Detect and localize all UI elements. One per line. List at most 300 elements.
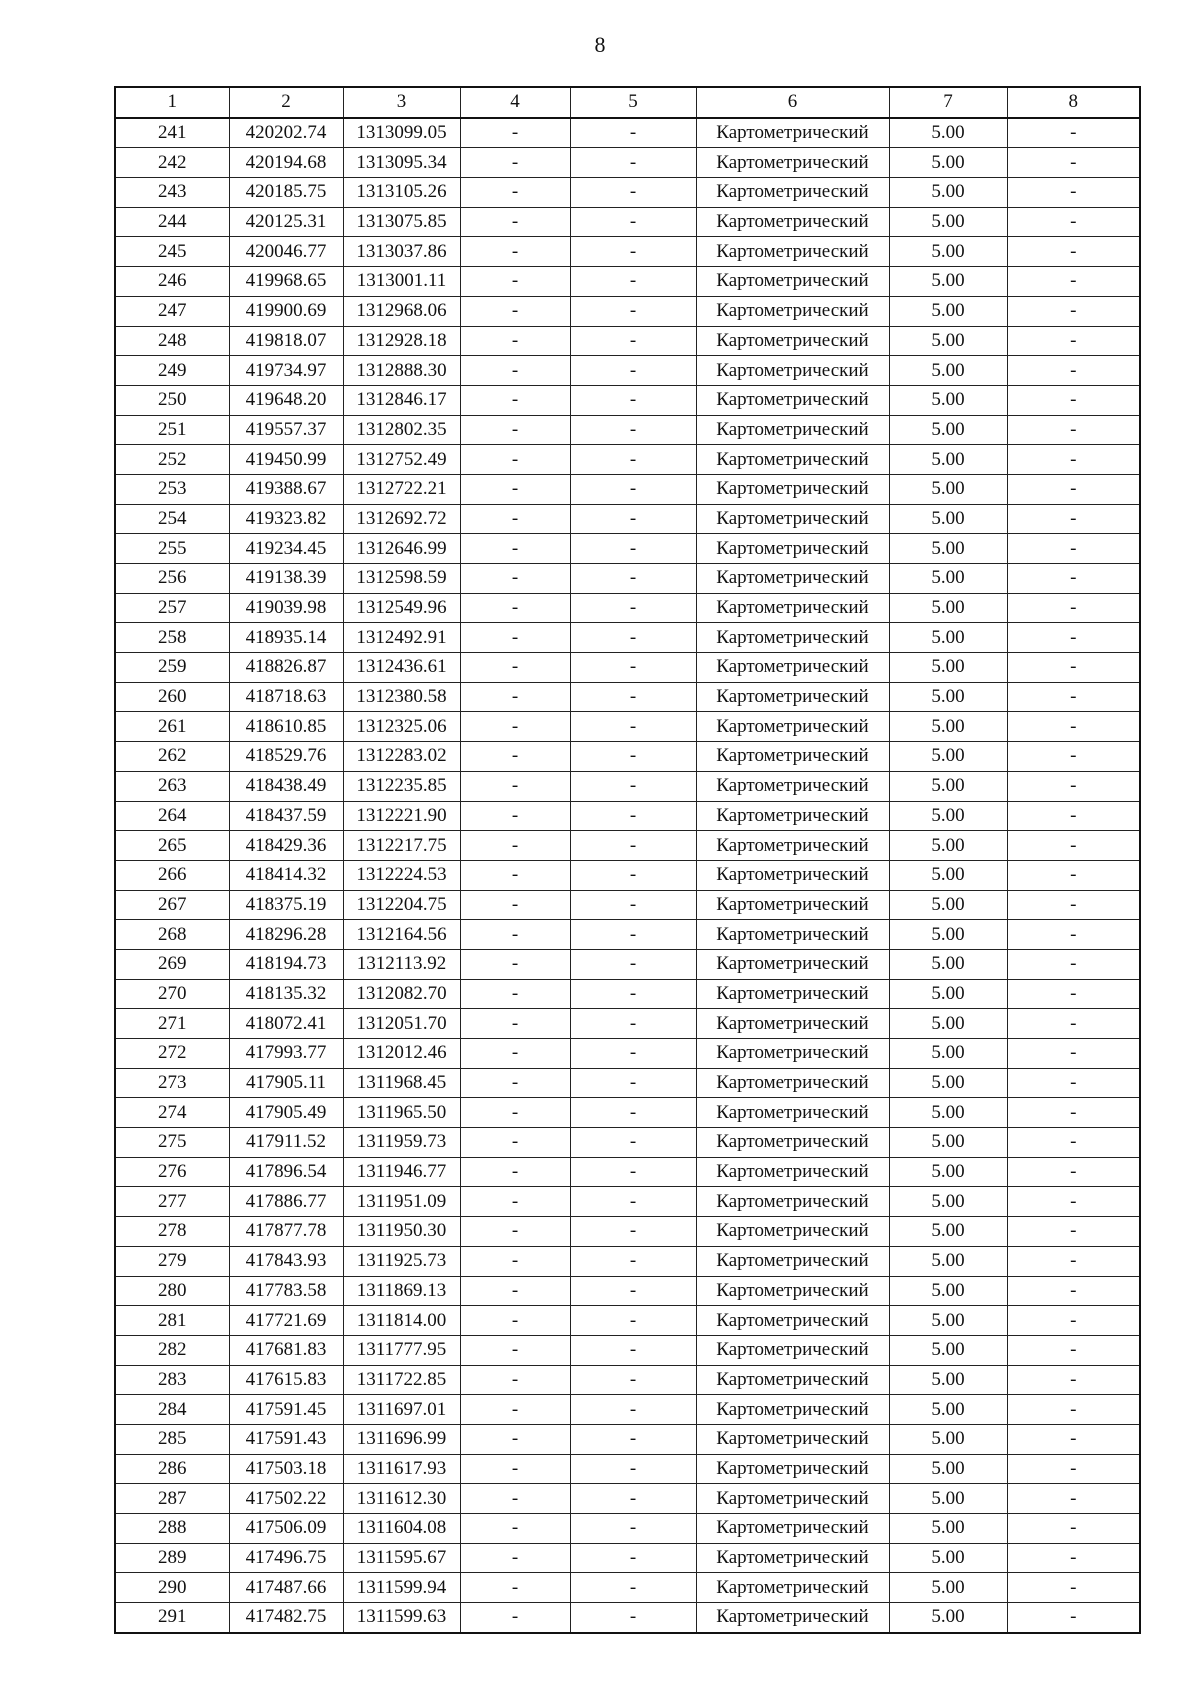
- x-coordinate-cell: 420194.68: [229, 148, 343, 178]
- x-coordinate-cell: 417721.69: [229, 1306, 343, 1336]
- accuracy-cell: 5.00: [889, 474, 1007, 504]
- x-coordinate-cell: 419648.20: [229, 385, 343, 415]
- table-row: [115, 1217, 1140, 1247]
- table-row: [115, 623, 1140, 653]
- point-number-cell: 285: [115, 1424, 229, 1454]
- table-row: [115, 267, 1140, 297]
- table-header: [115, 87, 1140, 118]
- column-5-cell: -: [570, 385, 696, 415]
- method-cell: Картометрический: [696, 1187, 889, 1217]
- x-coordinate-cell: 418610.85: [229, 712, 343, 742]
- accuracy-cell: 5.00: [889, 771, 1007, 801]
- method-cell: Картометрический: [696, 267, 889, 297]
- point-number-cell: 251: [115, 415, 229, 445]
- method-cell: Картометрический: [696, 1543, 889, 1573]
- column-5-cell: -: [570, 1276, 696, 1306]
- y-coordinate-cell: 1311925.73: [343, 1246, 460, 1276]
- point-number-cell: 261: [115, 712, 229, 742]
- table-row: [115, 979, 1140, 1009]
- accuracy-cell: 5.00: [889, 653, 1007, 683]
- table-row: [115, 1246, 1140, 1276]
- column-4-cell: -: [460, 1276, 570, 1306]
- accuracy-cell: 5.00: [889, 1424, 1007, 1454]
- x-coordinate-cell: 418135.32: [229, 979, 343, 1009]
- column-5-cell: -: [570, 267, 696, 297]
- column-4-cell: -: [460, 1573, 570, 1603]
- method-cell: Картометрический: [696, 356, 889, 386]
- point-number-cell: 262: [115, 742, 229, 772]
- column-5-cell: -: [570, 534, 696, 564]
- accuracy-cell: 5.00: [889, 949, 1007, 979]
- method-cell: Картометрический: [696, 1365, 889, 1395]
- x-coordinate-cell: 417783.58: [229, 1276, 343, 1306]
- column-5-cell: -: [570, 979, 696, 1009]
- column-5-cell: -: [570, 1424, 696, 1454]
- point-number-cell: 252: [115, 445, 229, 475]
- x-coordinate-cell: 418296.28: [229, 920, 343, 950]
- column-5-cell: -: [570, 178, 696, 208]
- table-row: [115, 920, 1140, 950]
- column-4-cell: -: [460, 1246, 570, 1276]
- point-number-cell: 247: [115, 296, 229, 326]
- method-cell: Картометрический: [696, 207, 889, 237]
- column-4-cell: -: [460, 534, 570, 564]
- x-coordinate-cell: 418826.87: [229, 653, 343, 683]
- column-5-cell: -: [570, 1306, 696, 1336]
- x-coordinate-cell: 419039.98: [229, 593, 343, 623]
- table-row: [115, 1276, 1140, 1306]
- column-5-cell: -: [570, 1187, 696, 1217]
- column-header-8: 8: [1007, 87, 1140, 118]
- table-row: [115, 504, 1140, 534]
- table-row: [115, 831, 1140, 861]
- column-4-cell: -: [460, 415, 570, 445]
- method-cell: Картометрический: [696, 415, 889, 445]
- y-coordinate-cell: 1313001.11: [343, 267, 460, 297]
- column-4-cell: -: [460, 831, 570, 861]
- column-8-cell: -: [1007, 593, 1140, 623]
- method-cell: Картометрический: [696, 771, 889, 801]
- y-coordinate-cell: 1312380.58: [343, 682, 460, 712]
- method-cell: Картометрический: [696, 890, 889, 920]
- column-8-cell: -: [1007, 682, 1140, 712]
- method-cell: Картометрический: [696, 296, 889, 326]
- column-4-cell: -: [460, 1543, 570, 1573]
- column-5-cell: -: [570, 860, 696, 890]
- column-4-cell: -: [460, 178, 570, 208]
- point-number-cell: 272: [115, 1039, 229, 1069]
- accuracy-cell: 5.00: [889, 237, 1007, 267]
- coordinates-table: [114, 86, 1141, 1634]
- point-number-cell: 256: [115, 564, 229, 594]
- accuracy-cell: 5.00: [889, 979, 1007, 1009]
- x-coordinate-cell: 417993.77: [229, 1039, 343, 1069]
- table-row: [115, 118, 1140, 148]
- y-coordinate-cell: 1312846.17: [343, 385, 460, 415]
- accuracy-cell: 5.00: [889, 682, 1007, 712]
- column-4-cell: -: [460, 712, 570, 742]
- accuracy-cell: 5.00: [889, 860, 1007, 890]
- method-cell: Картометрический: [696, 1603, 889, 1633]
- column-4-cell: -: [460, 1098, 570, 1128]
- point-number-cell: 267: [115, 890, 229, 920]
- column-4-cell: -: [460, 979, 570, 1009]
- table-row: [115, 1454, 1140, 1484]
- column-5-cell: -: [570, 504, 696, 534]
- method-cell: Картометрический: [696, 564, 889, 594]
- column-8-cell: -: [1007, 326, 1140, 356]
- y-coordinate-cell: 1313099.05: [343, 118, 460, 148]
- y-coordinate-cell: 1312549.96: [343, 593, 460, 623]
- y-coordinate-cell: 1313095.34: [343, 148, 460, 178]
- column-4-cell: -: [460, 623, 570, 653]
- column-5-cell: -: [570, 1543, 696, 1573]
- table-row: [115, 564, 1140, 594]
- column-8-cell: -: [1007, 1276, 1140, 1306]
- point-number-cell: 270: [115, 979, 229, 1009]
- method-cell: Картометрический: [696, 1306, 889, 1336]
- point-number-cell: 278: [115, 1217, 229, 1247]
- column-8-cell: -: [1007, 979, 1140, 1009]
- x-coordinate-cell: 419734.97: [229, 356, 343, 386]
- method-cell: Картометрический: [696, 237, 889, 267]
- y-coordinate-cell: 1313037.86: [343, 237, 460, 267]
- accuracy-cell: 5.00: [889, 118, 1007, 148]
- method-cell: Картометрический: [696, 1068, 889, 1098]
- y-coordinate-cell: 1311951.09: [343, 1187, 460, 1217]
- x-coordinate-cell: 417681.83: [229, 1335, 343, 1365]
- y-coordinate-cell: 1312164.56: [343, 920, 460, 950]
- column-4-cell: -: [460, 474, 570, 504]
- column-4-cell: -: [460, 801, 570, 831]
- accuracy-cell: 5.00: [889, 1217, 1007, 1247]
- y-coordinate-cell: 1312113.92: [343, 949, 460, 979]
- method-cell: Картометрический: [696, 1009, 889, 1039]
- column-5-cell: -: [570, 920, 696, 950]
- accuracy-cell: 5.00: [889, 326, 1007, 356]
- column-5-cell: -: [570, 296, 696, 326]
- x-coordinate-cell: 417496.75: [229, 1543, 343, 1573]
- column-8-cell: -: [1007, 1217, 1140, 1247]
- point-number-cell: 250: [115, 385, 229, 415]
- x-coordinate-cell: 419138.39: [229, 564, 343, 594]
- method-cell: Картометрический: [696, 1514, 889, 1544]
- method-cell: Картометрический: [696, 1335, 889, 1365]
- column-header-5: 5: [570, 87, 696, 118]
- column-4-cell: -: [460, 118, 570, 148]
- point-number-cell: 290: [115, 1573, 229, 1603]
- y-coordinate-cell: 1311612.30: [343, 1484, 460, 1514]
- y-coordinate-cell: 1311965.50: [343, 1098, 460, 1128]
- table-row: [115, 385, 1140, 415]
- x-coordinate-cell: 418529.76: [229, 742, 343, 772]
- column-8-cell: -: [1007, 1157, 1140, 1187]
- column-5-cell: -: [570, 118, 696, 148]
- point-number-cell: 248: [115, 326, 229, 356]
- column-8-cell: -: [1007, 1335, 1140, 1365]
- x-coordinate-cell: 417502.22: [229, 1484, 343, 1514]
- table-row: [115, 1039, 1140, 1069]
- method-cell: Картометрический: [696, 1128, 889, 1158]
- column-5-cell: -: [570, 564, 696, 594]
- point-number-cell: 274: [115, 1098, 229, 1128]
- table-row: [115, 1543, 1140, 1573]
- accuracy-cell: 5.00: [889, 1039, 1007, 1069]
- x-coordinate-cell: 417503.18: [229, 1454, 343, 1484]
- y-coordinate-cell: 1312283.02: [343, 742, 460, 772]
- y-coordinate-cell: 1312646.99: [343, 534, 460, 564]
- column-8-cell: -: [1007, 801, 1140, 831]
- column-4-cell: -: [460, 949, 570, 979]
- column-8-cell: -: [1007, 1009, 1140, 1039]
- x-coordinate-cell: 417591.45: [229, 1395, 343, 1425]
- column-4-cell: -: [460, 1484, 570, 1514]
- column-5-cell: -: [570, 1157, 696, 1187]
- column-5-cell: -: [570, 326, 696, 356]
- y-coordinate-cell: 1311777.95: [343, 1335, 460, 1365]
- column-header-2: 2: [229, 87, 343, 118]
- y-coordinate-cell: 1312204.75: [343, 890, 460, 920]
- column-header-1: 1: [115, 87, 229, 118]
- method-cell: Картометрический: [696, 1039, 889, 1069]
- column-8-cell: -: [1007, 356, 1140, 386]
- x-coordinate-cell: 417886.77: [229, 1187, 343, 1217]
- column-header-3: 3: [343, 87, 460, 118]
- column-5-cell: -: [570, 445, 696, 475]
- column-4-cell: -: [460, 504, 570, 534]
- table-row: [115, 1424, 1140, 1454]
- column-header-6: 6: [696, 87, 889, 118]
- column-5-cell: -: [570, 1395, 696, 1425]
- column-8-cell: -: [1007, 1128, 1140, 1158]
- column-5-cell: -: [570, 890, 696, 920]
- column-5-cell: -: [570, 237, 696, 267]
- column-5-cell: -: [570, 1098, 696, 1128]
- column-4-cell: -: [460, 326, 570, 356]
- table-row: [115, 860, 1140, 890]
- method-cell: Картометрический: [696, 653, 889, 683]
- point-number-cell: 260: [115, 682, 229, 712]
- x-coordinate-cell: 420125.31: [229, 207, 343, 237]
- table-row: [115, 326, 1140, 356]
- method-cell: Картометрический: [696, 1217, 889, 1247]
- x-coordinate-cell: 418375.19: [229, 890, 343, 920]
- column-8-cell: -: [1007, 1039, 1140, 1069]
- x-coordinate-cell: 417877.78: [229, 1217, 343, 1247]
- column-5-cell: -: [570, 1573, 696, 1603]
- table-row: [115, 1306, 1140, 1336]
- accuracy-cell: 5.00: [889, 445, 1007, 475]
- column-4-cell: -: [460, 1128, 570, 1158]
- method-cell: Картометрический: [696, 534, 889, 564]
- column-5-cell: -: [570, 593, 696, 623]
- method-cell: Картометрический: [696, 1395, 889, 1425]
- column-4-cell: -: [460, 1335, 570, 1365]
- accuracy-cell: 5.00: [889, 593, 1007, 623]
- accuracy-cell: 5.00: [889, 1395, 1007, 1425]
- header-row: [115, 87, 1140, 118]
- table-row: [115, 1098, 1140, 1128]
- x-coordinate-cell: 419450.99: [229, 445, 343, 475]
- accuracy-cell: 5.00: [889, 296, 1007, 326]
- point-number-cell: 281: [115, 1306, 229, 1336]
- accuracy-cell: 5.00: [889, 1484, 1007, 1514]
- column-4-cell: -: [460, 564, 570, 594]
- column-8-cell: -: [1007, 1424, 1140, 1454]
- point-number-cell: 255: [115, 534, 229, 564]
- x-coordinate-cell: 419388.67: [229, 474, 343, 504]
- column-8-cell: -: [1007, 890, 1140, 920]
- x-coordinate-cell: 417482.75: [229, 1603, 343, 1633]
- point-number-cell: 259: [115, 653, 229, 683]
- table-row: [115, 801, 1140, 831]
- method-cell: Картометрический: [696, 1276, 889, 1306]
- accuracy-cell: 5.00: [889, 207, 1007, 237]
- x-coordinate-cell: 418437.59: [229, 801, 343, 831]
- accuracy-cell: 5.00: [889, 148, 1007, 178]
- method-cell: Картометрический: [696, 504, 889, 534]
- column-8-cell: -: [1007, 1098, 1140, 1128]
- x-coordinate-cell: 419234.45: [229, 534, 343, 564]
- x-coordinate-cell: 418414.32: [229, 860, 343, 890]
- column-4-cell: -: [460, 920, 570, 950]
- x-coordinate-cell: 417591.43: [229, 1424, 343, 1454]
- accuracy-cell: 5.00: [889, 623, 1007, 653]
- column-5-cell: -: [570, 949, 696, 979]
- page-number: 8: [594, 32, 606, 57]
- method-cell: Картометрический: [696, 1157, 889, 1187]
- column-8-cell: -: [1007, 178, 1140, 208]
- table-row: [115, 1514, 1140, 1544]
- method-cell: Картометрический: [696, 148, 889, 178]
- column-8-cell: -: [1007, 860, 1140, 890]
- table-row: [115, 474, 1140, 504]
- y-coordinate-cell: 1312325.06: [343, 712, 460, 742]
- y-coordinate-cell: 1312051.70: [343, 1009, 460, 1039]
- y-coordinate-cell: 1311595.67: [343, 1543, 460, 1573]
- point-number-cell: 276: [115, 1157, 229, 1187]
- y-coordinate-cell: 1312492.91: [343, 623, 460, 653]
- table-body: [115, 118, 1140, 1633]
- x-coordinate-cell: 417506.09: [229, 1514, 343, 1544]
- column-8-cell: -: [1007, 653, 1140, 683]
- point-number-cell: 291: [115, 1603, 229, 1633]
- point-number-cell: 257: [115, 593, 229, 623]
- method-cell: Картометрический: [696, 920, 889, 950]
- table-row: [115, 1068, 1140, 1098]
- x-coordinate-cell: 419900.69: [229, 296, 343, 326]
- column-5-cell: -: [570, 1009, 696, 1039]
- column-8-cell: -: [1007, 564, 1140, 594]
- accuracy-cell: 5.00: [889, 890, 1007, 920]
- y-coordinate-cell: 1312221.90: [343, 801, 460, 831]
- column-5-cell: -: [570, 1128, 696, 1158]
- accuracy-cell: 5.00: [889, 801, 1007, 831]
- accuracy-cell: 5.00: [889, 1306, 1007, 1336]
- method-cell: Картометрический: [696, 682, 889, 712]
- column-4-cell: -: [460, 1514, 570, 1544]
- column-4-cell: -: [460, 1424, 570, 1454]
- accuracy-cell: 5.00: [889, 1543, 1007, 1573]
- accuracy-cell: 5.00: [889, 1098, 1007, 1128]
- table-row: [115, 534, 1140, 564]
- table-row: [115, 593, 1140, 623]
- point-number-cell: 269: [115, 949, 229, 979]
- column-8-cell: -: [1007, 1484, 1140, 1514]
- point-number-cell: 283: [115, 1365, 229, 1395]
- column-4-cell: -: [460, 1068, 570, 1098]
- table-row: [115, 712, 1140, 742]
- method-cell: Картометрический: [696, 712, 889, 742]
- method-cell: Картометрический: [696, 1246, 889, 1276]
- column-8-cell: -: [1007, 1365, 1140, 1395]
- table-row: [115, 415, 1140, 445]
- method-cell: Картометрический: [696, 445, 889, 475]
- column-4-cell: -: [460, 267, 570, 297]
- column-8-cell: -: [1007, 1603, 1140, 1633]
- column-5-cell: -: [570, 474, 696, 504]
- accuracy-cell: 5.00: [889, 1157, 1007, 1187]
- column-8-cell: -: [1007, 148, 1140, 178]
- column-5-cell: -: [570, 653, 696, 683]
- y-coordinate-cell: 1313105.26: [343, 178, 460, 208]
- accuracy-cell: 5.00: [889, 1276, 1007, 1306]
- y-coordinate-cell: 1312888.30: [343, 356, 460, 386]
- y-coordinate-cell: 1312436.61: [343, 653, 460, 683]
- table-row: [115, 148, 1140, 178]
- column-4-cell: -: [460, 742, 570, 772]
- column-8-cell: -: [1007, 474, 1140, 504]
- method-cell: Картометрический: [696, 831, 889, 861]
- column-4-cell: -: [460, 1217, 570, 1247]
- column-4-cell: -: [460, 1306, 570, 1336]
- table-row: [115, 1009, 1140, 1039]
- point-number-cell: 284: [115, 1395, 229, 1425]
- column-8-cell: -: [1007, 207, 1140, 237]
- method-cell: Картометрический: [696, 860, 889, 890]
- table-row: [115, 445, 1140, 475]
- point-number-cell: 242: [115, 148, 229, 178]
- y-coordinate-cell: 1311959.73: [343, 1128, 460, 1158]
- table-row: [115, 1365, 1140, 1395]
- x-coordinate-cell: 419968.65: [229, 267, 343, 297]
- y-coordinate-cell: 1312224.53: [343, 860, 460, 890]
- point-number-cell: 286: [115, 1454, 229, 1484]
- column-5-cell: -: [570, 1365, 696, 1395]
- column-8-cell: -: [1007, 415, 1140, 445]
- accuracy-cell: 5.00: [889, 267, 1007, 297]
- column-5-cell: -: [570, 742, 696, 772]
- column-header-4: 4: [460, 87, 570, 118]
- accuracy-cell: 5.00: [889, 564, 1007, 594]
- point-number-cell: 273: [115, 1068, 229, 1098]
- point-number-cell: 288: [115, 1514, 229, 1544]
- accuracy-cell: 5.00: [889, 742, 1007, 772]
- column-5-cell: -: [570, 831, 696, 861]
- column-5-cell: -: [570, 1454, 696, 1484]
- column-8-cell: -: [1007, 771, 1140, 801]
- column-4-cell: -: [460, 890, 570, 920]
- method-cell: Картометрический: [696, 742, 889, 772]
- y-coordinate-cell: 1312968.06: [343, 296, 460, 326]
- y-coordinate-cell: 1311599.63: [343, 1603, 460, 1633]
- column-5-cell: -: [570, 1246, 696, 1276]
- table-row: [115, 1573, 1140, 1603]
- table-row: [115, 237, 1140, 267]
- column-8-cell: -: [1007, 534, 1140, 564]
- y-coordinate-cell: 1311946.77: [343, 1157, 460, 1187]
- y-coordinate-cell: 1311696.99: [343, 1424, 460, 1454]
